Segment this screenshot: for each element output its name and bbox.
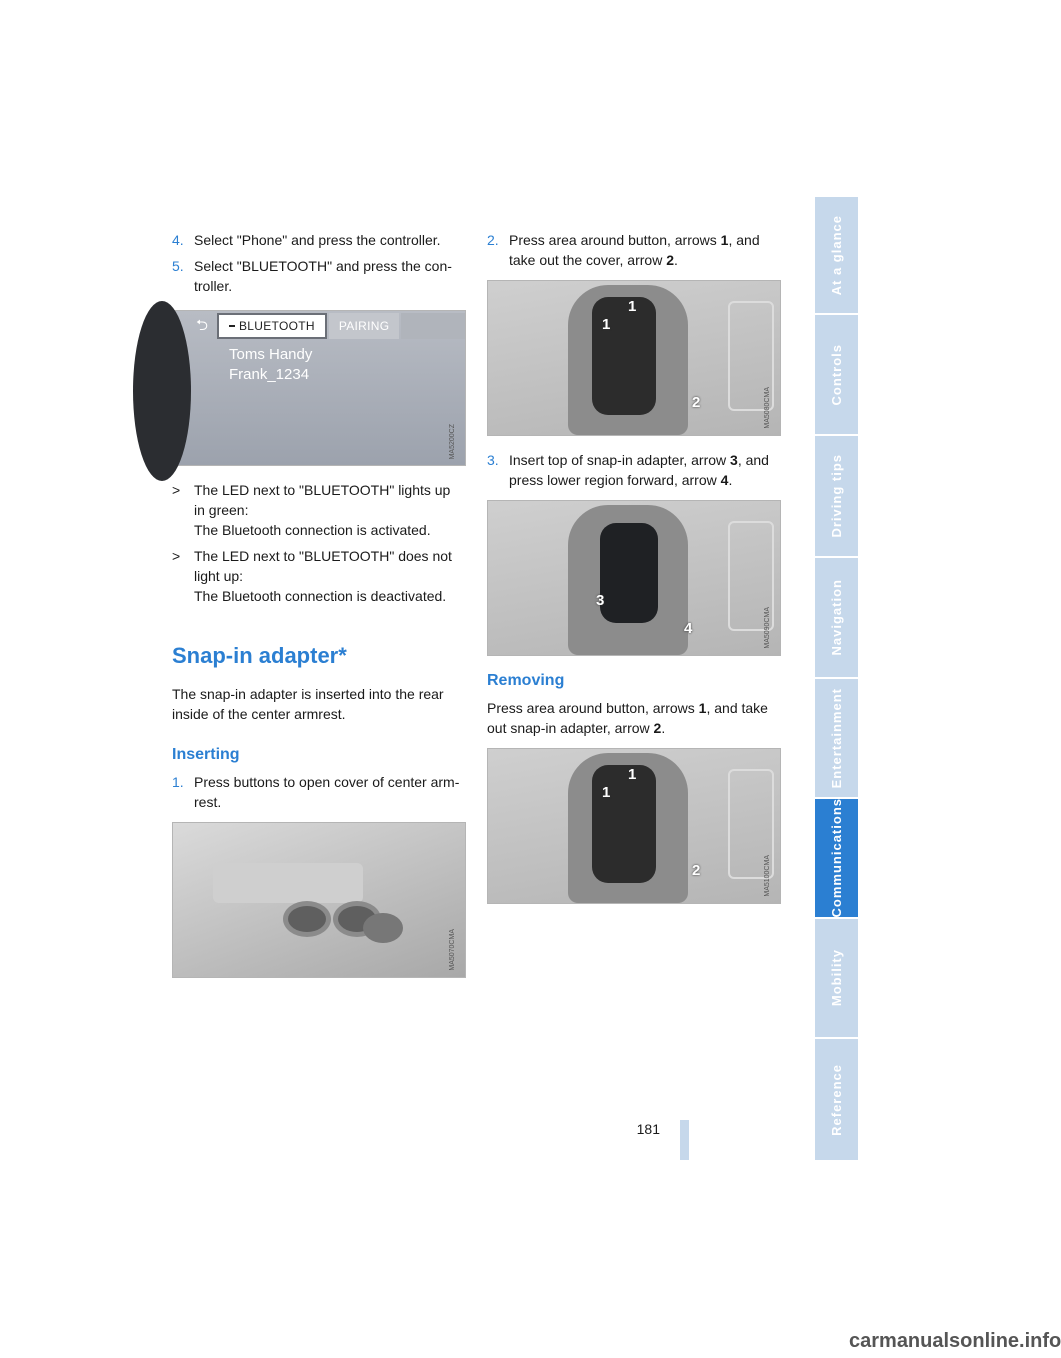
tab-driving-tips[interactable] bbox=[815, 436, 858, 558]
text-run: . bbox=[674, 252, 678, 268]
text-run: Insert top of snap-in adapter, arrow bbox=[509, 452, 731, 468]
cupholder bbox=[283, 901, 331, 937]
inserting-heading: Inserting bbox=[172, 746, 240, 763]
tab-mobility[interactable] bbox=[815, 919, 858, 1039]
tab-navigation[interactable] bbox=[815, 558, 858, 679]
tab-at-a-glance[interactable] bbox=[815, 197, 858, 315]
arrow-ref: 4 bbox=[720, 472, 729, 488]
figure-code: MA5100CMA bbox=[764, 855, 771, 897]
arrow-ref: 3 bbox=[730, 452, 738, 468]
right-column bbox=[487, 230, 783, 918]
section-intro: The snap-in adapter is inserted into the rear inside of the center armrest. bbox=[172, 686, 444, 722]
figure-code: MA5200CZ bbox=[449, 423, 456, 459]
controller-knob bbox=[363, 913, 403, 943]
arrow-ref: 2 bbox=[653, 720, 662, 736]
step-number: 3. bbox=[487, 452, 499, 468]
bullet-line: The Bluetooth connection is deactivated. bbox=[194, 588, 447, 604]
tab-controls[interactable] bbox=[815, 315, 858, 436]
step-number: 2. bbox=[487, 232, 499, 248]
arrow-label: 1 bbox=[602, 784, 611, 801]
device-entry: Frank_1234 bbox=[229, 366, 310, 383]
tab-label: Controls bbox=[829, 343, 844, 406]
step-text: Select "BLUETOOTH" and press the con-troller. bbox=[194, 258, 452, 294]
arrow-ref: 1 bbox=[720, 232, 729, 248]
screen-tab-bar bbox=[187, 313, 465, 339]
device-list bbox=[229, 345, 312, 385]
bullet-line: in green: bbox=[194, 502, 249, 518]
step-text bbox=[509, 450, 783, 490]
arrow-label: 1 bbox=[628, 766, 637, 783]
figure-code: MA5070CMA bbox=[449, 929, 456, 971]
bullet-line: The Bluetooth connection is activated. bbox=[194, 522, 431, 538]
tab-reference[interactable] bbox=[815, 1039, 858, 1160]
led-indicator-icon bbox=[229, 325, 235, 327]
text-run: , and take out snap-in adapter, arrow bbox=[487, 700, 768, 736]
idrive-screen-figure bbox=[172, 310, 466, 466]
tab-label: Driving tips bbox=[829, 454, 844, 538]
tab-entertainment[interactable] bbox=[815, 679, 858, 799]
left-column bbox=[172, 230, 468, 978]
text-run: . bbox=[728, 472, 733, 488]
bullet-led-off bbox=[172, 546, 468, 606]
text-run: . bbox=[661, 720, 666, 736]
tab-communications[interactable] bbox=[815, 799, 858, 919]
arrow-label: 4 bbox=[684, 620, 693, 637]
page-number: 181 bbox=[636, 1121, 660, 1137]
page-number-bar bbox=[680, 1120, 689, 1160]
tab-label: Entertainment bbox=[829, 687, 844, 789]
tab-label: Communications bbox=[829, 798, 844, 918]
step-number: 5. bbox=[172, 258, 184, 274]
screen-bezel bbox=[133, 301, 191, 481]
step-3 bbox=[487, 450, 783, 490]
bluetooth-tab bbox=[217, 313, 327, 339]
device-entry: Toms Handy bbox=[229, 346, 313, 363]
tab-bar-filler bbox=[401, 313, 465, 339]
remove-cover-photo bbox=[487, 280, 781, 436]
arrow-label: 2 bbox=[692, 862, 701, 879]
armrest-cover bbox=[213, 863, 363, 903]
step-1 bbox=[172, 772, 468, 812]
bluetooth-tab-label: BLUETOOTH bbox=[239, 319, 315, 333]
pairing-tab bbox=[329, 313, 400, 339]
step-4 bbox=[172, 230, 468, 250]
footer-watermark: carmanualsonline.info bbox=[849, 1330, 1061, 1352]
step-text: Select "Phone" and press the controller. bbox=[194, 232, 441, 248]
text-run: , and press lower region forward, arrow bbox=[509, 452, 769, 488]
snap-in-adapter bbox=[600, 523, 658, 623]
text-run: , and take out the cover, arrow bbox=[509, 232, 760, 268]
tab-label: Mobility bbox=[829, 949, 844, 1007]
section-title: Snap-in adapter* bbox=[172, 643, 347, 668]
removing-heading: Removing bbox=[487, 672, 565, 689]
bullet-mark: > bbox=[172, 548, 181, 564]
text-run: Press area around button, arrows bbox=[509, 232, 721, 248]
step-2 bbox=[487, 230, 783, 270]
step-number: 4. bbox=[172, 232, 184, 248]
insert-adapter-photo bbox=[487, 500, 781, 656]
tab-label: Navigation bbox=[829, 579, 844, 656]
armrest-photo bbox=[172, 822, 466, 978]
pairing-tab-label: PAIRING bbox=[338, 319, 390, 333]
bullet-led-on bbox=[172, 480, 468, 540]
bullet-line: The LED next to "BLUETOOTH" lights up bbox=[194, 482, 451, 498]
step-text: Press buttons to open cover of center arm-rest. bbox=[194, 774, 460, 810]
arrow-label: 1 bbox=[628, 298, 637, 315]
back-arrow-icon: ⮌ bbox=[195, 317, 208, 334]
arrow-ref: 2 bbox=[666, 252, 674, 268]
arrow-label: 3 bbox=[596, 592, 605, 609]
arrow-label: 2 bbox=[692, 394, 701, 411]
arrow-label: 1 bbox=[602, 316, 611, 333]
remove-adapter-photo bbox=[487, 748, 781, 904]
bullet-line: light up: bbox=[194, 568, 244, 584]
step-5 bbox=[172, 256, 468, 296]
text-run: Press area around button, arrows bbox=[487, 700, 699, 716]
bullet-mark: > bbox=[172, 482, 181, 498]
arrow-ref: 1 bbox=[698, 700, 707, 716]
bullet-line: The LED next to "BLUETOOTH" does not bbox=[194, 548, 452, 564]
chapter-tabs bbox=[815, 197, 858, 1160]
step-text bbox=[509, 230, 783, 270]
removing-text bbox=[487, 698, 783, 738]
step-number: 1. bbox=[172, 774, 184, 790]
figure-code: MA5080CMA bbox=[764, 387, 771, 429]
tab-label: At a glance bbox=[829, 214, 844, 296]
tab-label: Reference bbox=[829, 1063, 844, 1136]
figure-code: MA5090CMA bbox=[764, 607, 771, 649]
